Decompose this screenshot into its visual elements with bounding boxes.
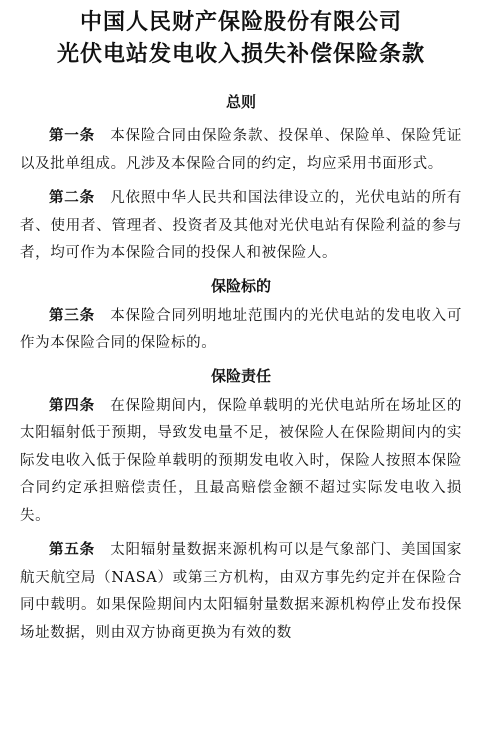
article-4	[20, 392, 462, 531]
section-heading-liability: 保险责任	[210, 366, 271, 385]
article-3-label: 第三条	[49, 306, 95, 324]
article-2-label: 第二条	[49, 189, 95, 206]
article-1-text: 本保险合同由保险条款、投保单、保险单、保险凭证以及批单组成。凡涉及本保险合同的约定，均应采用书面形式。	[20, 128, 462, 172]
article-1	[20, 122, 462, 178]
section-heading-insured-subject: 保险标的	[210, 276, 271, 295]
document-title-line-2: 光伏电站发电收入损失补偿保险条款	[56, 41, 425, 67]
article-5	[20, 536, 462, 647]
article-4-text: 在保险期间内，保险单载明的光伏电站所在场址区的太阳辐射低于预期，导致发电量不足，被保险人在保险期间内的实际发电收入低于保险单载明的预期发电收入时，保险人按照本保险合同约定承担赔偿责任，且最高赔偿金额不超过实际发电收入损失。	[20, 397, 462, 524]
document-title-line-1: 中国人民财产保险股份有限公司	[79, 9, 402, 35]
article-3-text: 本保险合同列明地址范围内的光伏电站的发电收入可作为本保险合同的保险标的。	[20, 307, 462, 351]
article-1-label: 第一条	[49, 127, 95, 144]
article-5-text: 太阳辐射量数据来源机构可以是气象部门、美国国家航天航空局（NASA）或第三方机构，由双方事先约定并在保险合同中载明。如果保险期间内太阳辐射量数据来源机构停止发布投保场址数据，则由双方协商更换为有效的数	[20, 542, 462, 641]
section-heading-general: 总则	[225, 93, 256, 111]
article-2-text: 凡依照中华人民共和国法律设立的，光伏电站的所有者、使用者、管理者、投资者及其他对光伏电站有保险利益的参与者，均可作为本保险合同的投保人和被保险人。	[20, 190, 462, 261]
article-5-label: 第五条	[49, 541, 95, 558]
article-3	[20, 302, 462, 358]
article-2	[20, 184, 462, 268]
article-4-label: 第四条	[49, 396, 95, 414]
